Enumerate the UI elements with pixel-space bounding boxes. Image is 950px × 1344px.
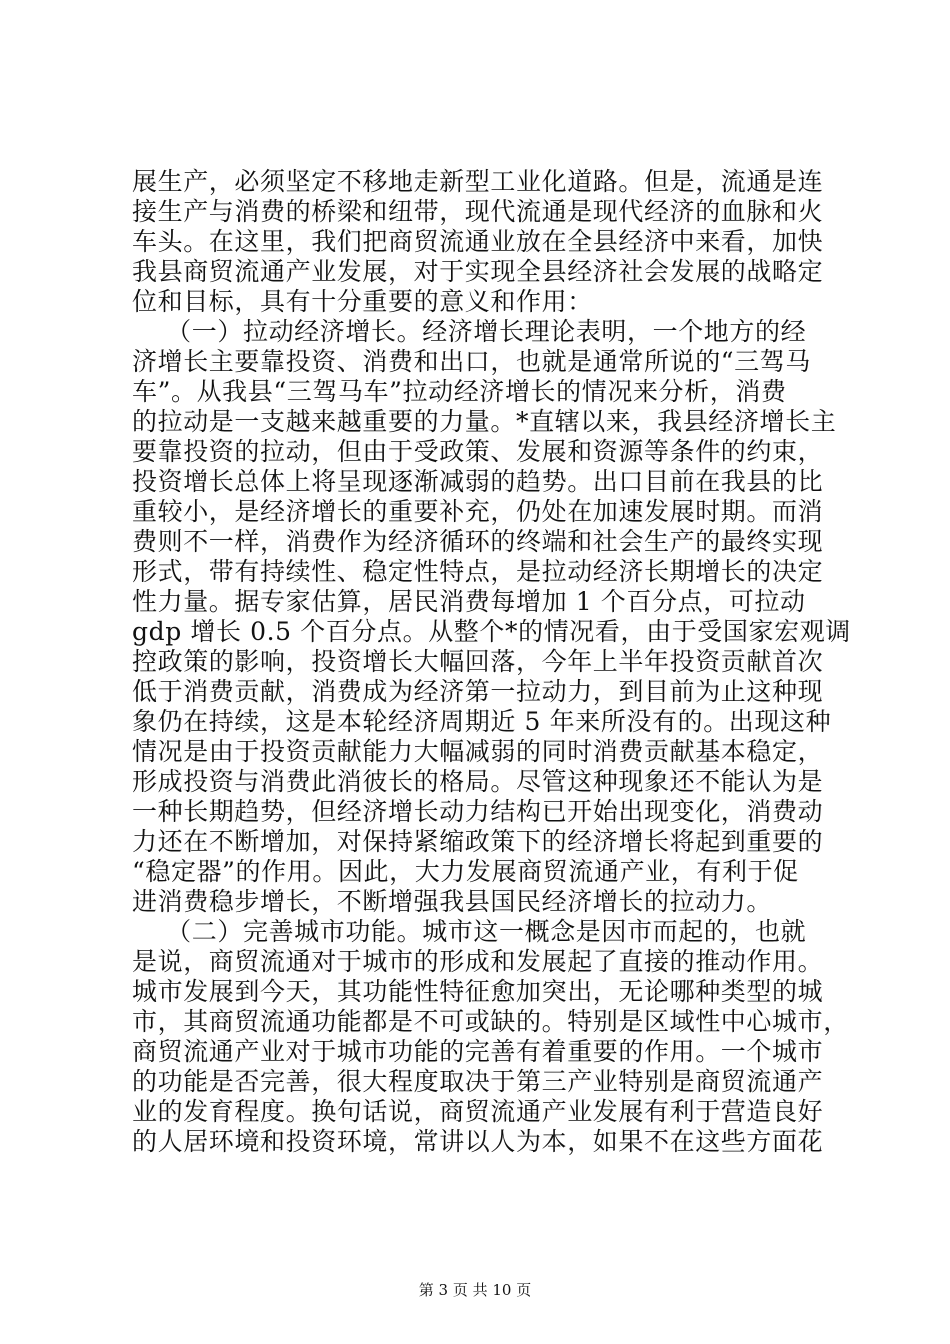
text-line: 控政策的影响，投资增长大幅回落，今年上半年投资贡献首次 bbox=[132, 647, 824, 676]
text-line: 一种长期趋势，但经济增长动力结构已开始出现变化，消费动 bbox=[132, 797, 824, 826]
text-line: 情况是由于投资贡献能力大幅减弱的同时消费贡献基本稳定， bbox=[132, 737, 824, 766]
text-line: （一）拉动经济增长。经济增长理论表明，一个地方的经 bbox=[132, 317, 807, 346]
text-line: 是说，商贸流通对于城市的形成和发展起了直接的推动作用。 bbox=[132, 947, 824, 976]
text-line: 济增长主要靠投资、消费和出口，也就是通常所说的“三驾马 bbox=[132, 347, 811, 376]
text-line: gdp 增长 0.5 个百分点。从整个*的情况看，由于受国家宏观调 bbox=[132, 617, 851, 646]
text-line: 我县商贸流通产业发展，对于实现全县经济社会发展的战略定 bbox=[132, 257, 824, 286]
page-number-footer: 第 3 页 共 10 页 bbox=[418, 1281, 532, 1299]
text-line: “稳定器”的作用。因此，大力发展商贸流通产业，有利于促 bbox=[132, 857, 799, 886]
text-line: 商贸流通产业对于城市功能的完善有着重要的作用。一个城市 bbox=[132, 1037, 824, 1066]
text-line: 力还在不断增加，对保持紧缩政策下的经济增长将起到重要的 bbox=[132, 827, 824, 856]
text-line: 的功能是否完善，很大程度取决于第三产业特别是商贸流通产 bbox=[132, 1067, 824, 1096]
text-line: 象仍在持续，这是本轮经济周期近 5 年来所没有的。出现这种 bbox=[132, 707, 832, 736]
text-line: 车头。在这里，我们把商贸流通业放在全县经济中来看，加快 bbox=[132, 227, 824, 256]
text-line: 的人居环境和投资环境，常讲以人为本，如果不在这些方面花 bbox=[132, 1127, 824, 1156]
text-line: 接生产与消费的桥梁和纽带，现代流通是现代经济的血脉和火 bbox=[132, 197, 824, 226]
body-text bbox=[132, 167, 851, 1157]
text-line: 城市发展到今天，其功能性特征愈加突出，无论哪种类型的城 bbox=[132, 977, 824, 1006]
text-line: 低于消费贡献，消费成为经济第一拉动力，到目前为止这种现 bbox=[132, 677, 824, 706]
text-line: 展生产，必须坚定不移地走新型工业化道路。但是，流通是连 bbox=[132, 167, 824, 196]
text-line: 市，其商贸流通功能都是不可或缺的。特别是区域性中心城市， bbox=[132, 1007, 849, 1036]
text-line: 车”。从我县“三驾马车”拉动经济增长的情况来分析，消费 bbox=[132, 377, 787, 406]
text-line: 位和目标，具有十分重要的意义和作用： bbox=[132, 287, 593, 316]
text-line: 进消费稳步增长，不断增强我县国民经济增长的拉动力。 bbox=[132, 887, 773, 916]
text-line: 的拉动是一支越来越重要的力量。*直辖以来，我县经济增长主 bbox=[132, 407, 837, 436]
text-line: 形成投资与消费此消彼长的格局。尽管这种现象还不能认为是 bbox=[132, 767, 824, 796]
text-line: 形式，带有持续性、稳定性特点，是拉动经济长期增长的决定 bbox=[132, 557, 824, 586]
text-line: （二）完善城市功能。城市这一概念是因市而起的，也就 bbox=[132, 917, 807, 946]
text-line: 费则不一样，消费作为经济循环的终端和社会生产的最终实现 bbox=[132, 527, 824, 556]
text-line: 重较小，是经济增长的重要补充，仍处在加速发展时期。而消 bbox=[132, 497, 824, 526]
text-line: 投资增长总体上将呈现逐渐减弱的趋势。出口目前在我县的比 bbox=[132, 467, 824, 496]
text-line: 要靠投资的拉动，但由于受政策、发展和资源等条件的约束， bbox=[132, 437, 824, 466]
text-line: 业的发育程度。换句话说，商贸流通产业发展有利于营造良好 bbox=[132, 1097, 824, 1126]
text-line: 性力量。据专家估算，居民消费每增加 1 个百分点，可拉动 bbox=[132, 587, 806, 616]
